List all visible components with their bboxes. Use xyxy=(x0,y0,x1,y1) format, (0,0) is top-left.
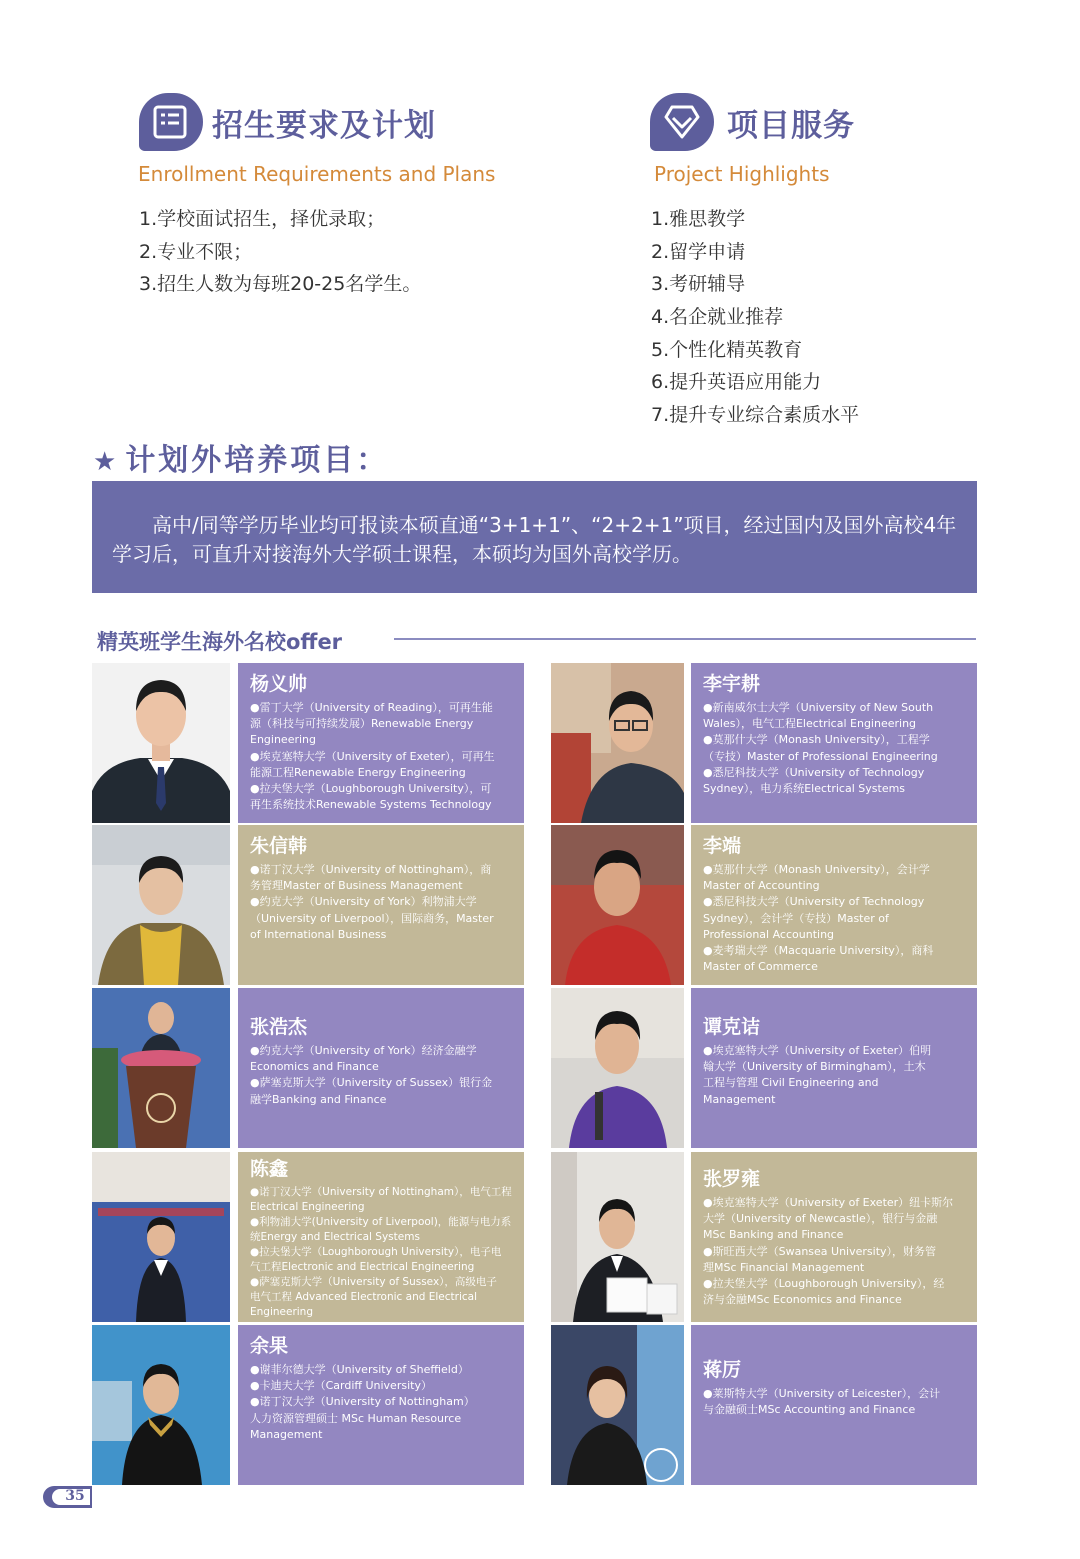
student-name: 陈鑫 xyxy=(250,1158,289,1180)
student-photo-zhang-luoyong xyxy=(551,1152,684,1322)
offer-line: 济与金融MSc Economics and Finance xyxy=(703,1293,902,1307)
offer-line: ●约克大学（University of York）经济金融学 xyxy=(250,1044,477,1057)
services-item: 5.个性化精英教育 xyxy=(651,338,803,361)
offer-line: 务管理Master of Business Management xyxy=(250,879,463,893)
offer-line: ●谢菲尔德大学（University of Sheffield） xyxy=(250,1363,469,1376)
enrollment-subtitle: Enrollment Requirements and Plans xyxy=(138,162,496,186)
offer-line: ●埃克塞特大学（University of Exeter），可再生 xyxy=(250,749,495,763)
page-number-tab xyxy=(40,1484,92,1510)
offer-line: ●悉尼科技大学（University of Technology xyxy=(703,895,925,909)
offer-line: ●斯旺西大学（Swansea University），财务管 xyxy=(703,1244,937,1258)
offer-line: 融学Banking and Finance xyxy=(250,1092,387,1106)
services-item: 6.提升英语应用能力 xyxy=(651,371,822,394)
extra-program-title: 计划外培养项目： xyxy=(125,443,390,478)
offer-line: ●萨塞克斯大学（University of Sussex）银行金 xyxy=(250,1076,493,1090)
student-photo-zhu xyxy=(92,825,230,985)
student-photo-jiang xyxy=(551,1325,684,1485)
extra-program-heading xyxy=(93,435,389,479)
services-list xyxy=(651,203,859,432)
offer-line: Wales），电气工程Electrical Engineering xyxy=(703,717,917,731)
offer-line: ●拉夫堡大学（Loughborough University），电子电 xyxy=(250,1246,502,1258)
offer-line: Engineering xyxy=(250,1306,313,1318)
offer-line: ●莫那什大学（Monash University），会计学 xyxy=(703,863,930,876)
offer-line: Electrical Engineering xyxy=(250,1201,365,1213)
offer-line: ●麦考瑞大学（Macquarie University），商科 xyxy=(703,944,934,958)
offer-line: ●莫那什大学（Monash University），工程学 xyxy=(703,733,930,747)
offer-line: 统Energy and Electrical Systems xyxy=(250,1231,420,1243)
enrollment-list xyxy=(139,203,421,301)
offer-line: （专技）Master of Professional Engineering xyxy=(703,749,938,763)
offer-line: ●埃克塞特大学（University of Exeter）纽卡斯尔 xyxy=(703,1196,954,1209)
offer-line: Economics and Finance xyxy=(250,1060,379,1074)
student-name: 蒋厉 xyxy=(703,1359,742,1381)
student-card-tan xyxy=(691,988,977,1148)
student-photo-zhang-haojie xyxy=(92,988,230,1148)
services-item: 4.名企就业推荐 xyxy=(651,306,784,329)
student-photo-yang xyxy=(92,663,230,823)
offer-line: Master of Accounting xyxy=(703,879,820,893)
checklist-icon xyxy=(139,93,203,151)
student-name: 张浩杰 xyxy=(250,1016,308,1038)
services-subtitle: Project Highlights xyxy=(654,162,830,186)
offer-line: Master of Commerce xyxy=(703,960,818,974)
student-photo-li-duan xyxy=(551,825,684,985)
offer-line: ●利物浦大学(University of Liverpool)，能源与电力系 xyxy=(250,1216,512,1228)
offers-divider xyxy=(394,638,976,640)
student-card-jiang xyxy=(691,1325,977,1485)
offer-line: 人力资源管理硕士 MSc Human Resource xyxy=(250,1411,462,1425)
student-card-li-yugeng xyxy=(691,663,977,823)
student-name: 谭克诘 xyxy=(703,1016,761,1038)
offer-line: of International Business xyxy=(250,927,387,941)
extra-program-banner xyxy=(92,481,977,593)
student-name: 杨义帅 xyxy=(250,673,308,695)
student-card-zhu xyxy=(238,825,524,985)
services-item: 7.提升专业综合素质水平 xyxy=(651,404,860,427)
student-photo-li-yugeng xyxy=(551,663,684,823)
offer-line: 气工程Electronic and Electrical Engineering xyxy=(250,1261,475,1273)
student-card-zhang-haojie xyxy=(238,988,524,1148)
offer-line: 与金融硕士MSc Accounting and Finance xyxy=(703,1403,916,1417)
student-photo-chen xyxy=(92,1152,230,1322)
diamond-icon xyxy=(650,93,714,151)
student-name: 李端 xyxy=(703,835,742,857)
services-section-icon xyxy=(650,93,714,151)
services-item: 3.考研辅导 xyxy=(651,273,746,296)
offer-line: ●诺丁汉大学（University of Nottingham），电气工程 xyxy=(250,1186,512,1198)
offer-line: ●诺丁汉大学（University of Nottingham），商 xyxy=(250,863,492,876)
offer-line: 理MSc Financial Management xyxy=(703,1260,865,1274)
enrollment-section-icon xyxy=(139,93,203,151)
services-item: 2.留学申请 xyxy=(651,240,746,263)
student-card-yang xyxy=(238,663,524,823)
student-name: 李宇耕 xyxy=(703,673,761,695)
offer-line: （University of Liverpool），国际商务，Master xyxy=(250,911,494,925)
extra-program-text: 高中/同等学历毕业均可报读本硕直通“3+1+1”、“2+2+1”项目，经过国内及国外高校4年学习后，可直升对接海外大学硕士课程，本硕均为国外高校学历。 xyxy=(112,513,957,566)
services-item: 1.雅思教学 xyxy=(651,208,746,230)
offer-line: 源（科技与可持续发展）Renewable Energy xyxy=(250,717,474,731)
offer-line: ●雷丁大学（University of Reading），可再生能 xyxy=(250,701,493,714)
enrollment-title: 招生要求及计划 xyxy=(212,108,436,144)
offer-line: ●诺丁汉大学（University of Nottingham） xyxy=(250,1395,475,1409)
page-number: 35 xyxy=(65,1488,85,1504)
offer-line: MSc Banking and Finance xyxy=(703,1228,844,1242)
student-name: 余果 xyxy=(250,1335,289,1357)
offer-line: Management xyxy=(703,1092,776,1106)
offer-line: ●约克大学（University of York）利物浦大学 xyxy=(250,895,477,909)
student-photo-tan xyxy=(551,988,684,1148)
student-card-yu xyxy=(238,1325,524,1485)
student-card-chen xyxy=(238,1152,524,1322)
offer-line: ●拉夫堡大学（Loughborough University），经 xyxy=(703,1277,945,1291)
star-icon: ★ xyxy=(93,447,120,477)
offer-line: Sydney），电力系统Electrical Systems xyxy=(703,782,906,796)
offer-line: ●新南威尔士大学（University of New South xyxy=(703,701,934,714)
student-card-li-duan xyxy=(691,825,977,985)
student-photo-yu xyxy=(92,1325,230,1485)
offer-line: 工程与管理 Civil Engineering and xyxy=(703,1076,879,1090)
enrollment-item: 3.招生人数为每班20-25名学生。 xyxy=(139,273,422,296)
offer-line: 翰大学（University of Birmingham），土木 xyxy=(703,1060,926,1074)
services-title: 项目服务 xyxy=(727,108,855,144)
offer-line: ●悉尼科技大学（University of Technology xyxy=(703,765,925,779)
offer-line: 再生系统技术Renewable Systems Technology xyxy=(250,798,492,812)
enrollment-item: 1.学校面试招生，择优录取； xyxy=(139,208,386,230)
offers-title: 精英班学生海外名校offer xyxy=(97,630,343,654)
offer-line: ●卡迪夫大学（Cardiff University） xyxy=(250,1379,432,1393)
offer-line: 能源工程Renewable Energy Engineering xyxy=(250,765,466,779)
offer-line: 大学（University of Newcastle），银行与金融 xyxy=(703,1212,938,1226)
offer-line: ●莱斯特大学（University of Leicester），会计 xyxy=(703,1387,941,1400)
student-card-zhang-luoyong xyxy=(691,1152,977,1322)
offer-line: Management xyxy=(250,1427,323,1441)
offer-line: ●埃克塞特大学（University of Exeter）伯明 xyxy=(703,1044,932,1057)
enrollment-item: 2.专业不限； xyxy=(139,240,253,263)
offer-line: Sydney），会计学（专技）Master of xyxy=(703,911,889,925)
offer-line: Professional Accounting xyxy=(703,927,835,941)
offer-line: 电气工程 Advanced Electronic and Electrical xyxy=(250,1291,477,1303)
student-name: 朱信韩 xyxy=(250,835,308,857)
offer-line: Engineering xyxy=(250,733,316,747)
offer-line: ●萨塞克斯大学（University of Sussex），高级电子 xyxy=(250,1276,497,1288)
student-name: 张罗雍 xyxy=(703,1168,761,1190)
offer-line: ●拉夫堡大学（Loughborough University），可 xyxy=(250,782,492,796)
